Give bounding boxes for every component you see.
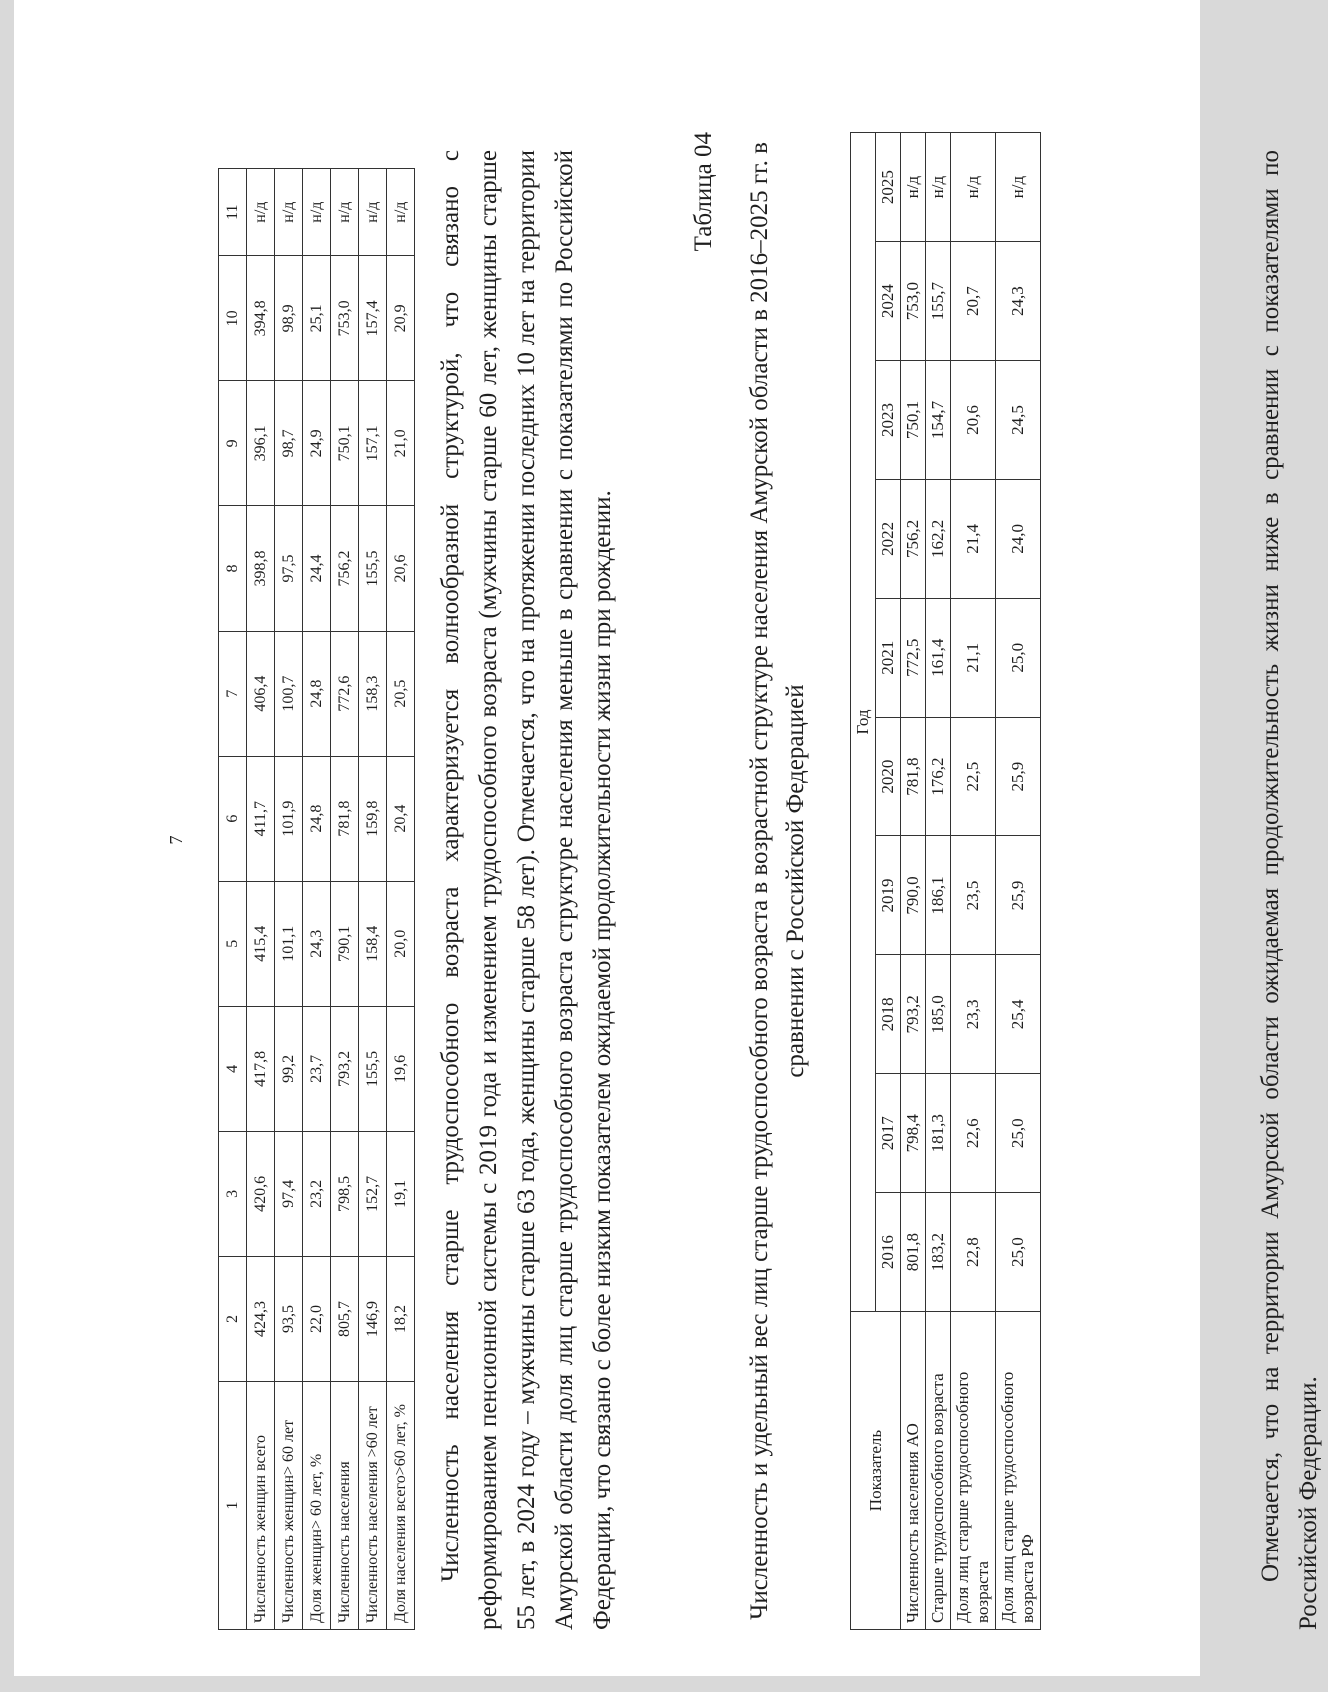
table-cell: 152,7 (359, 1131, 387, 1256)
table-cell: 756,2 (901, 479, 926, 598)
table-cell: 23,7 (303, 1006, 331, 1131)
table-cell: 790,1 (331, 881, 359, 1006)
table-cell: 23,2 (303, 1131, 331, 1256)
table-cell: 155,5 (359, 1006, 387, 1131)
table-cell: 798,5 (331, 1131, 359, 1256)
table-cell: 19,1 (387, 1131, 415, 1256)
table-cell: 176,2 (926, 717, 951, 836)
table-cell: 19,6 (387, 1006, 415, 1131)
table-cell: 155,5 (359, 506, 387, 631)
table-cell: 99,2 (275, 1006, 303, 1131)
table-cell: 20,6 (951, 361, 996, 480)
row-label: Старше трудоспособного возраста (926, 1312, 951, 1630)
table-cell: 24,3 (996, 242, 1041, 361)
column-number: 1 (219, 1382, 247, 1630)
table-cell: 20,7 (951, 242, 996, 361)
year-header: 2017 (876, 1074, 901, 1193)
table-cell: 93,5 (275, 1256, 303, 1381)
table-cell: 790,0 (901, 836, 926, 955)
table-cell: 100,7 (275, 631, 303, 756)
table-cell: 25,0 (996, 1193, 1041, 1312)
row-label: Численность женщин всего (247, 1382, 275, 1630)
table-cell: 20,9 (387, 256, 415, 381)
table-cell: 24,8 (303, 631, 331, 756)
table-row (996, 133, 1041, 1630)
row-label: Доля лиц старше трудоспособного возраста РФ (996, 1312, 1041, 1630)
year-header: 2023 (876, 361, 901, 480)
table-cell: 161,4 (926, 598, 951, 717)
table-cell: 24,5 (996, 361, 1041, 480)
table-cell: 22,6 (951, 1074, 996, 1193)
year-group-header: Год (851, 133, 876, 1312)
table-cell: 21,0 (387, 381, 415, 506)
table-row (275, 169, 303, 1630)
table-cell: н/д (247, 169, 275, 256)
table-cell: н/д (951, 133, 996, 242)
table-row (303, 169, 331, 1630)
table-cell: 22,8 (951, 1193, 996, 1312)
table-cell: 23,3 (951, 955, 996, 1074)
table-row (387, 169, 415, 1630)
table-cell: 157,1 (359, 381, 387, 506)
table-cell: 21,4 (951, 479, 996, 598)
column-number: 4 (219, 1006, 247, 1131)
year-header: 2018 (876, 955, 901, 1074)
row-label: Численность населения >60 лет (359, 1382, 387, 1630)
year-header: 2020 (876, 717, 901, 836)
table-cell: 424,3 (247, 1256, 275, 1381)
table-cell: 22,0 (303, 1256, 331, 1381)
row-label: Доля населения всего>60 лет, % (387, 1382, 415, 1630)
row-label: Численность женщин> 60 лет (275, 1382, 303, 1630)
table-cell: 98,7 (275, 381, 303, 506)
paragraph-life-expectancy: Отмечается, что на территории Амурской области ожидаемая продолжительность жизни ниже в сравнении с показателями по Российской Федерации. (1257, 150, 1322, 1630)
rotated-page (132, 50, 1322, 1630)
table-cell: н/д (275, 169, 303, 256)
table-cell: 25,4 (996, 955, 1041, 1074)
column-number: 10 (219, 256, 247, 381)
table-caption: Таблица 04 (690, 132, 717, 252)
year-header: 2024 (876, 242, 901, 361)
table-cell: 181,3 (926, 1074, 951, 1193)
table-cell: 25,1 (303, 256, 331, 381)
table-cell: 20,6 (387, 506, 415, 631)
table-cell: 394,8 (247, 256, 275, 381)
table-cell: 18,2 (387, 1256, 415, 1381)
table-cell: 406,4 (247, 631, 275, 756)
column-number: 8 (219, 506, 247, 631)
table-cell: 20,0 (387, 881, 415, 1006)
table-cell: 411,7 (247, 756, 275, 881)
year-header: 2025 (876, 133, 901, 242)
table-cell: 21,1 (951, 598, 996, 717)
table-header-row (851, 133, 876, 1630)
table-cell: 772,6 (331, 631, 359, 756)
document-sheet (14, 0, 1322, 1676)
table-row (331, 169, 359, 1630)
table-cell: 756,2 (331, 506, 359, 631)
table-cell: 398,8 (247, 506, 275, 631)
table-cell: 24,3 (303, 881, 331, 1006)
table-cell: 185,0 (926, 955, 951, 1074)
table-cell: 24,8 (303, 756, 331, 881)
table-cell: 753,0 (901, 242, 926, 361)
year-header: 2016 (876, 1193, 901, 1312)
paragraph-population: Численность населения старше трудоспособного возраста характеризуется волнообразной структурой, что связано с реформированием пенсионной системы с 2019 года и изменением трудоспособного возраста (мужчины старше 60 лет, женщины старше 55 лет, в 2024 году – мужчины старше 63 года, женщины старше 58 лет). Отмечается, что на протяжении последних 10 лет на территории Амурской области доля лиц старше трудоспособного возраста структуре населения меньше в сравнении с показателями по Российской Федерации, что связано с более низким показателем ожидаемой продолжительности жизни при рождении. (437, 150, 616, 1630)
table-cell: н/д (303, 169, 331, 256)
table-cell: 753,0 (331, 256, 359, 381)
table-row (901, 133, 926, 1630)
row-label: Численность населения (331, 1382, 359, 1630)
column-number: 11 (219, 169, 247, 256)
year-header: 2019 (876, 836, 901, 955)
table-cell: 146,9 (359, 1256, 387, 1381)
row-label: Доля лиц старше трудоспособного возраста (951, 1312, 996, 1630)
table-cell: 793,2 (901, 955, 926, 1074)
table-header-row (219, 169, 247, 1630)
table-cell: 20,5 (387, 631, 415, 756)
table-row (247, 169, 275, 1630)
table-cell: 22,5 (951, 717, 996, 836)
year-header: 2022 (876, 479, 901, 598)
table-cell: 183,2 (926, 1193, 951, 1312)
table-cell: 24,4 (303, 506, 331, 631)
row-label: Доля женщин> 60 лет, % (303, 1382, 331, 1630)
table-cell: н/д (331, 169, 359, 256)
table-cell: 159,8 (359, 756, 387, 881)
indicator-header: Показатель (851, 1312, 901, 1630)
table-cell: 97,5 (275, 506, 303, 631)
table-cell: 158,3 (359, 631, 387, 756)
table-cell: 155,7 (926, 242, 951, 361)
table-cell: 154,7 (926, 361, 951, 480)
column-number: 9 (219, 381, 247, 506)
table-cell: 750,1 (331, 381, 359, 506)
table-cell: 25,0 (996, 1074, 1041, 1193)
table-cell: 417,8 (247, 1006, 275, 1131)
table-cell: 24,9 (303, 381, 331, 506)
table-cell: 25,0 (996, 598, 1041, 717)
table-cell: 20,4 (387, 756, 415, 881)
table-cell: н/д (359, 169, 387, 256)
table-cell: 97,4 (275, 1131, 303, 1256)
table-cell: н/д (387, 169, 415, 256)
elderly-share-table (850, 132, 1041, 1630)
table-cell: н/д (996, 133, 1041, 242)
table-cell: 158,4 (359, 881, 387, 1006)
table-cell: 101,9 (275, 756, 303, 881)
page-number: 7 (166, 835, 186, 845)
table-cell: 750,1 (901, 361, 926, 480)
table-cell: 162,2 (926, 479, 951, 598)
table-cell: 420,6 (247, 1131, 275, 1256)
table-cell: 793,2 (331, 1006, 359, 1131)
table-title: Численность и удельный вес лиц старше трудоспособного возраста в возрастной структуре населения Амурской области в 2016–2025 гг. в сравнении с Российской Федерацией (746, 142, 809, 1620)
year-header: 2021 (876, 598, 901, 717)
table-row (926, 133, 951, 1630)
table-cell: 801,8 (901, 1193, 926, 1312)
table-cell: 98,9 (275, 256, 303, 381)
column-number: 6 (219, 756, 247, 881)
table-cell: 798,4 (901, 1074, 926, 1193)
table-cell: 396,1 (247, 381, 275, 506)
table-row (359, 169, 387, 1630)
population-table (218, 168, 415, 1630)
table-cell: н/д (901, 133, 926, 242)
table-cell: 101,1 (275, 881, 303, 1006)
table-cell: 781,8 (331, 756, 359, 881)
table-cell: 781,8 (901, 717, 926, 836)
table-cell: 24,0 (996, 479, 1041, 598)
column-number: 3 (219, 1131, 247, 1256)
table-row (951, 133, 996, 1630)
column-number: 5 (219, 881, 247, 1006)
table-cell: 415,4 (247, 881, 275, 1006)
table-cell: 805,7 (331, 1256, 359, 1381)
table-cell: 186,1 (926, 836, 951, 955)
table-cell: 23,5 (951, 836, 996, 955)
table-cell: 25,9 (996, 836, 1041, 955)
table-cell: н/д (926, 133, 951, 242)
row-label: Численность населения АО (901, 1312, 926, 1630)
column-number: 7 (219, 631, 247, 756)
table-cell: 25,9 (996, 717, 1041, 836)
column-number: 2 (219, 1256, 247, 1381)
table-cell: 772,5 (901, 598, 926, 717)
table-cell: 157,4 (359, 256, 387, 381)
